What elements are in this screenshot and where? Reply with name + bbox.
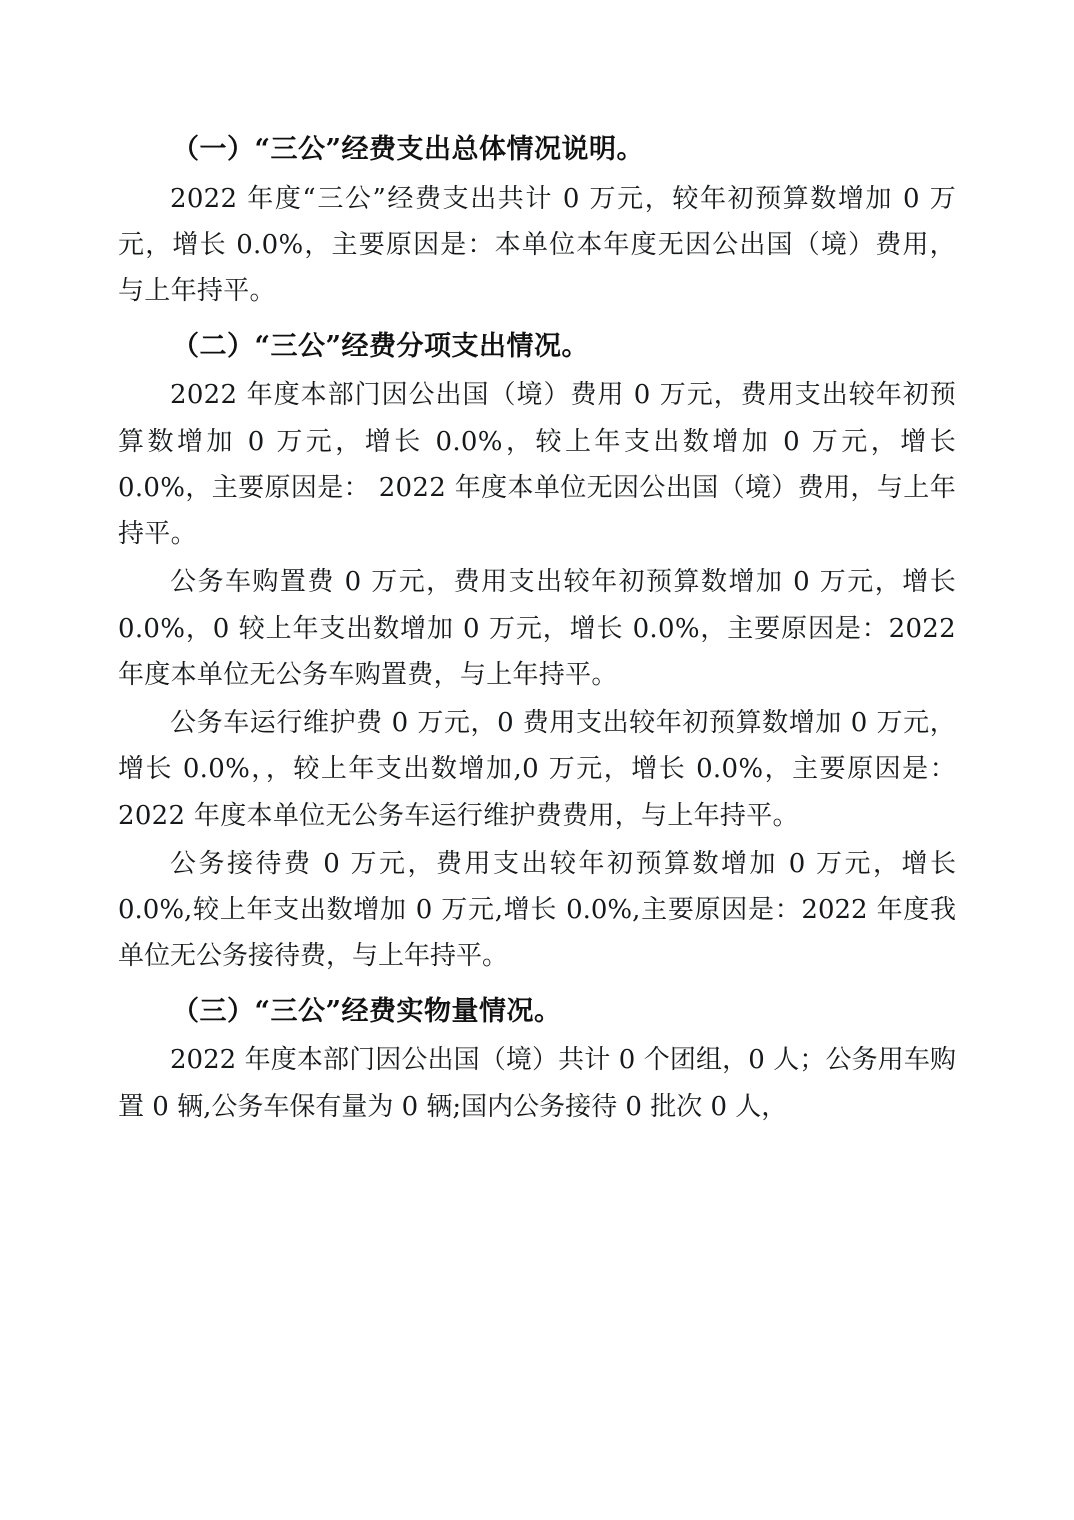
section-2-paragraph-3: 公务车运行维护费 0 万元，0 费用支出较年初预算数增加 0 万元，增长 0.0%，，较上年支出数增加,0 万元，增长 0.0%，主要原因是：2022 年度本单位无公务车运行维护费费用，与上年持平。 bbox=[118, 708, 956, 831]
section-3-paragraph-1: 2022 年度本部门因公出国（境）共计 0 个团组，0 人；公务用车购置 0 辆,公务车保有量为 0 辆;国内公务接待 0 批次 0 人， bbox=[118, 1045, 956, 1122]
section-2-paragraph-4: 公务接待费 0 万元，费用支出较年初预算数增加 0 万元，增长 0.0%,较上年支出数增加 0 万元,增长 0.0%,主要原因是：2022 年度我单位无公务接待费，与上年持平。 bbox=[118, 848, 956, 972]
section-heading-1: （一）“三公”经费支出总体情况说明。 bbox=[172, 134, 645, 165]
section-2-paragraph-1: 2022 年度本部门因公出国（境）费用 0 万元，费用支出较年初预算数增加 0 万元，增长 0.0%，较上年支出数增加 0 万元，增长 0.0%，主要原因是： 2022 年度本单位无因公出国（境）费用，与上年持平。 bbox=[118, 380, 956, 550]
section-heading-2: （二）“三公”经费分项支出情况。 bbox=[172, 330, 590, 362]
section-heading-3: （三）“三公”经费实物量情况。 bbox=[172, 995, 562, 1027]
section-2-paragraph-2: 公务车购置费 0 万元，费用支出较年初预算数增加 0 万元，增长 0.0%，0 较上年支出数增加 0 万元，增长 0.0%，主要原因是：2022 年度本单位无公务车购置费，与上年持平。 bbox=[118, 567, 956, 690]
document-body bbox=[118, 128, 956, 1130]
section-1-paragraph-1: 2022 年度“三公”经费支出共计 0 万元，较年初预算数增加 0 万元，增长 0.0%，主要原因是：本单位本年度无因公出国（境）费用，与上年持平。 bbox=[118, 183, 956, 307]
